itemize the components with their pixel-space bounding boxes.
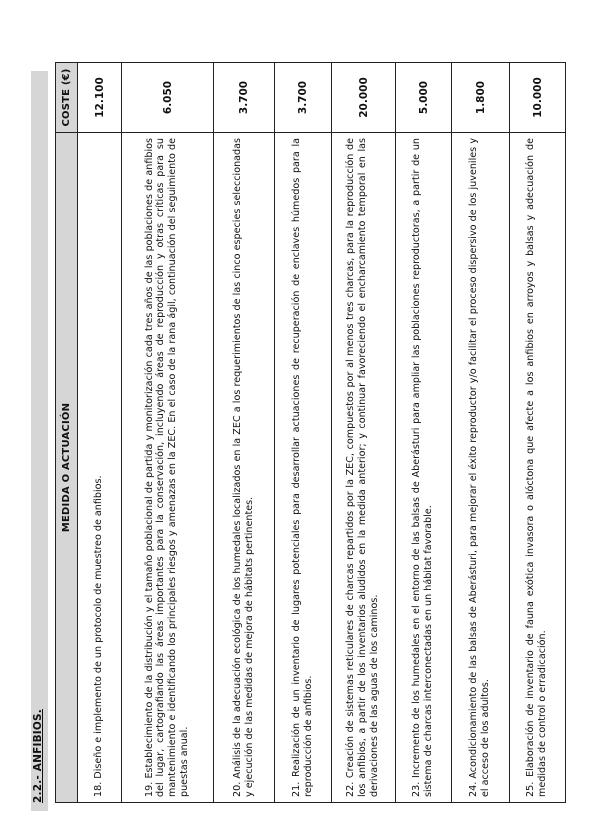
section-header-bar	[31, 71, 48, 811]
measures-table	[55, 62, 566, 803]
cost-value: 6.050	[122, 63, 214, 133]
table-row	[275, 63, 332, 803]
cost-value: 12.100	[78, 63, 122, 133]
header-measure: MEDIDA O ACTUACIÓN	[56, 133, 78, 803]
measure-text: 18. Diseño e implemento de un protocolo de muestreo de anfibios.	[78, 133, 122, 803]
table-row	[452, 63, 510, 803]
cost-value: 20.000	[332, 63, 396, 133]
measure-text: 25. Elaboración de inventario de fauna exótica invasora o alóctona que afecte a los anfibios en arroyos y balsas y adecuación de medidas de control o erradicación.	[510, 133, 566, 803]
measure-text: 22. Creación de sistemas reticulares de charcas repartidos por la ZEC, compuestos por al menos tres charcas, para la reproducción de los anfibios, a partir de los inventarios aludidos en la medida anterior; y continuar favoreciendo el encharcamiento temporal en las derivaciones de las aguas de los caminos.	[332, 133, 396, 803]
cost-value: 3.700	[214, 63, 275, 133]
table-row	[78, 63, 122, 803]
measure-text: 21. Realización de un inventario de lugares potenciales para desarrollar actuaciones de recuperación de enclaves húmedos para la reproducción de anfibios.	[275, 133, 332, 803]
cost-value: 10.000	[510, 63, 566, 133]
measure-text: 20. Análisis de la adecuación ecológica de los humedales localizados en la ZEC a los requerimientos de las cinco especies seleccionadas y ejecución de las medidas de mejora de hábitats pertinentes.	[214, 133, 275, 803]
measure-text: 19. Establecimiento de la distribución y el tamaño poblacional de partida y monitorización cada tres años de las poblaciones de anfibios del lugar, cartografiando las áreas importantes para la conservación, incluyendo áreas de reproducción y otras críticas para su mantenimiento e identificando los principales riesgos y amenazas en la ZEC. En el caso de la rana ágil, continuación del seguimiento de puestas anual.	[122, 133, 214, 803]
rotated-page	[31, 56, 548, 811]
table-row	[122, 63, 214, 803]
table-row	[510, 63, 566, 803]
table-row	[396, 63, 452, 803]
section-title: 2.2.- ANFIBIOS.	[32, 709, 44, 803]
cost-value: 5.000	[396, 63, 452, 133]
cost-value: 1.800	[452, 63, 510, 133]
table-row	[214, 63, 275, 803]
header-cost: COSTE (€)	[56, 63, 78, 133]
table-row	[332, 63, 396, 803]
cost-value: 3.700	[275, 63, 332, 133]
table-header-row	[56, 63, 78, 803]
measure-text: 23. Incremento de los humedales en el entorno de las balsas de Aberásturi para ampliar las poblaciones reproductoras, a partir de un sistema de charcas interconectadas en un hábitat favorable.	[396, 133, 452, 803]
measure-text: 24. Acondicionamiento de las balsas de Aberásturi, para mejorar el éxito reproductor y/o facilitar el proceso dispersivo de los juveniles y el acceso de los adultos.	[452, 133, 510, 803]
